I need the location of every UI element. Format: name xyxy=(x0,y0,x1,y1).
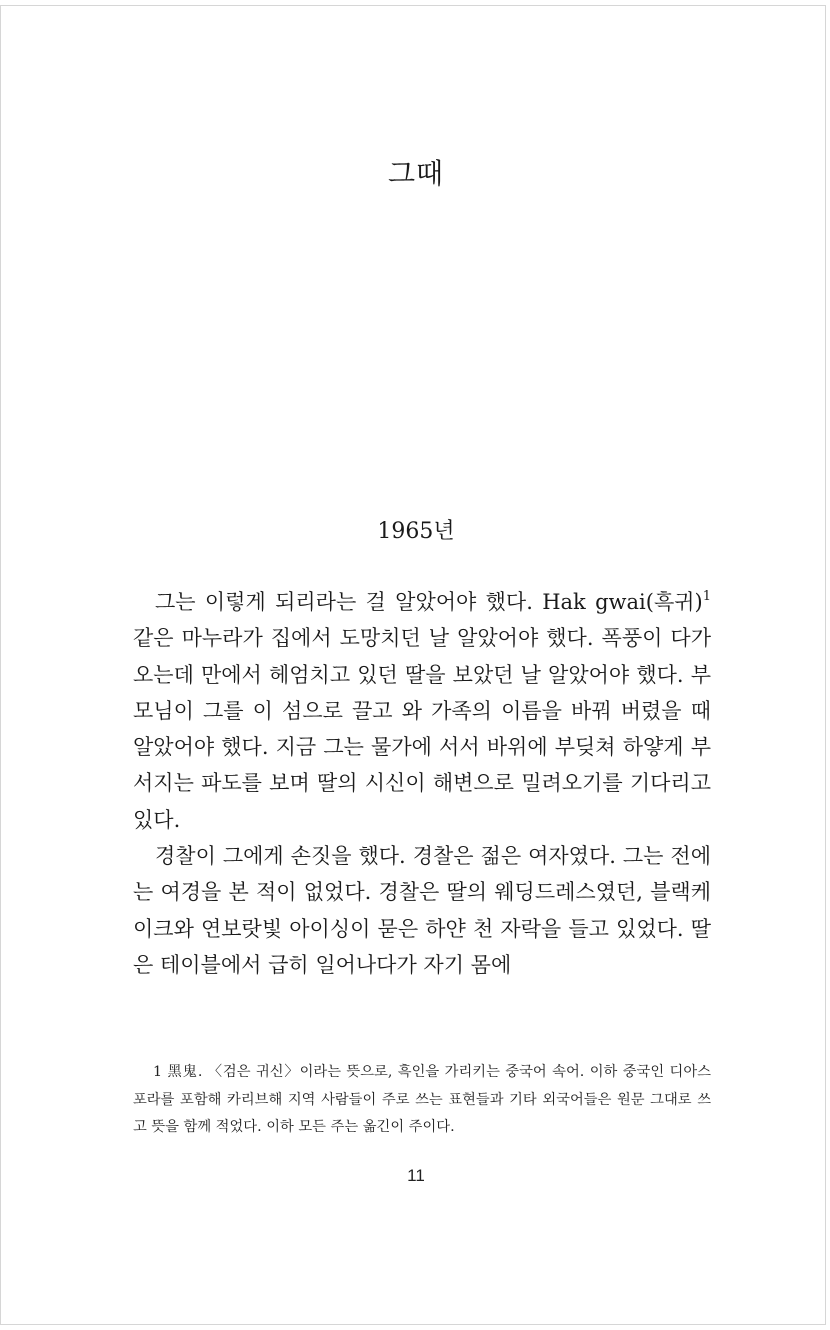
section-heading: 1965년 xyxy=(377,519,455,544)
paragraph xyxy=(133,584,711,838)
paragraph-text: 그는 이렇게 되리라는 걸 알았어야 했다. Hak gwai(흑귀) xyxy=(155,590,703,614)
chapter-title: 그때 xyxy=(387,157,445,190)
footnote-text: 1 黑鬼. 〈검은 귀신〉이라는 뜻으로, 흑인을 가리키는 중국어 속어. 이하 중국인 디아스포라를 포함해 카리브해 지역 사람들이 주로 쓰는 표현들과 기타 외국어들은 원문 그대로 쓰고 뜻을 함께 적었다. 이하 모든 주는 옮긴이 주이다. xyxy=(133,1064,711,1135)
book-page xyxy=(0,5,826,1325)
footnote xyxy=(133,1059,711,1142)
page-number: 11 xyxy=(407,1166,425,1185)
footnote-ref[interactable]: 1 xyxy=(702,589,711,604)
body-text xyxy=(133,584,711,983)
paragraph-continuation: 같은 마누라가 집에서 도망치던 날 알았어야 했다. 폭풍이 다가오는데 만에서 헤엄치고 있던 딸을 보았던 날 알았어야 했다. 부모님이 그를 이 섬으로 끌고 와 가족의 이름을 바꿔 버렸을 때 알았어야 했다. 지금 그는 물가에 서서 바위에 부딪쳐 하얗게 부서지는 파도를 보며 딸의 시신이 해변으로 밀려오기를 기다리고 있다. xyxy=(133,626,711,832)
paragraph: 경찰이 그에게 손짓을 했다. 경찰은 젊은 여자였다. 그는 전에는 여경을 본 적이 없었다. 경찰은 딸의 웨딩드레스였던, 블랙케이크와 연보랏빛 아이싱이 묻은 하얀 천 자락을 들고 있었다. 딸은 테이블에서 급히 일어나다가 자기 몸에 xyxy=(133,844,711,977)
